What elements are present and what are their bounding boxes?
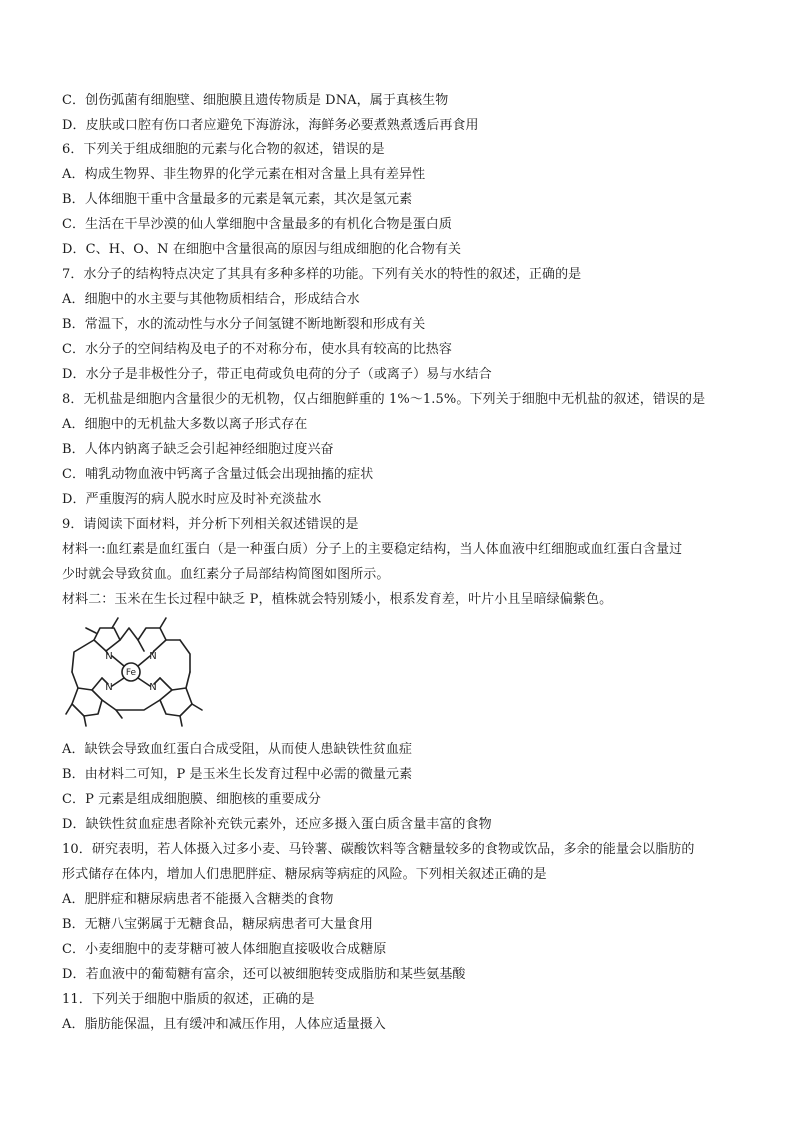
option-line: D．若血液中的葡萄糖有富余，还可以被细胞转变成脂肪和某些氨基酸 xyxy=(62,967,466,982)
option-line: D．C、H、O、N 在细胞中含量很高的原因与组成细胞的化合物有关 xyxy=(62,242,462,257)
option-line: C．生活在干旱沙漠的仙人掌细胞中含量最多的有机化合物是蛋白质 xyxy=(62,217,452,232)
nitrogen-atom-label: N xyxy=(105,682,113,693)
option-line: A．构成生物界、非生物界的化学元素在相对含量上具有差异性 xyxy=(62,167,426,182)
option-line: C．P 元素是组成细胞膜、细胞核的重要成分 xyxy=(62,792,321,807)
option-line: D．缺铁性贫血症患者除补充铁元素外，还应多摄入蛋白质含量丰富的食物 xyxy=(62,817,492,832)
question-stem: 7．水分子的结构特点决定了其具有多种多样的功能。下列有关水的特性的叙述，正确的是 xyxy=(62,267,582,282)
question-stem: 11．下列关于细胞中脂质的叙述，正确的是 xyxy=(62,992,315,1007)
option-line: A．细胞中的水主要与其他物质相结合，形成结合水 xyxy=(62,292,360,307)
question-stem: 形式储存在体内，增加人们患肥胖症、糖尿病等病症的风险。下列相关叙述正确的是 xyxy=(62,867,547,882)
option-line: D．严重腹泻的病人脱水时应及时补充淡盐水 xyxy=(62,492,322,507)
text-line: C．创伤弧菌有细胞壁、细胞膜且遗传物质是 DNA，属于真核生物 xyxy=(62,93,449,108)
option-line: B．常温下，水的流动性与水分子间氢键不断地断裂和形成有关 xyxy=(62,317,426,332)
nitrogen-atom-label: N xyxy=(105,651,113,662)
option-line: B．由材料二可知，P 是玉米生长发育过程中必需的微量元素 xyxy=(62,767,413,782)
option-line: A．脂肪能保温，且有缓冲和减压作用，人体应适量摄入 xyxy=(62,1017,386,1032)
nitrogen-atom-label: N xyxy=(149,651,157,662)
question-stem: 8．无机盐是细胞内含量很少的无机物，仅占细胞鲜重的 1%～1.5%。下列关于细胞中无机盐的叙述，错误的是 xyxy=(62,392,706,407)
material-text: 材料二：玉米在生长过程中缺乏 P，植株就会特别矮小，根系发育差，叶片小且呈暗绿偏紫色。 xyxy=(62,592,613,607)
option-line: A．缺铁会导致血红蛋白合成受阻，从而使人患缺铁性贫血症 xyxy=(62,742,413,757)
option-line: C．哺乳动物血液中钙离子含量过低会出现抽搐的症状 xyxy=(62,467,374,482)
option-line: B．无糖八宝粥属于无糖食品，糖尿病患者可大量食用 xyxy=(62,917,373,932)
question-stem: 9．请阅读下面材料，并分析下列相关叙述错误的是 xyxy=(62,517,359,532)
option-line: B．人体内钠离子缺乏会引起神经细胞过度兴奋 xyxy=(62,442,334,457)
option-line: A．细胞中的无机盐大多数以离子形式存在 xyxy=(62,417,308,432)
option-line: B．人体细胞干重中含量最多的元素是氧元素，其次是氢元素 xyxy=(62,192,413,207)
nitrogen-atom-label: N xyxy=(149,682,157,693)
option-line: A．肥胖症和糖尿病患者不能摄入含糖类的食物 xyxy=(62,892,334,907)
option-line: D．水分子是非极性分子，带正电荷或负电荷的分子（或离子）易与水结合 xyxy=(62,367,492,382)
option-line: C．水分子的空间结构及电子的不对称分布，使水具有较高的比热容 xyxy=(62,342,452,357)
question-stem: 10．研究表明，若人体摄入过多小麦、马铃薯、碳酸饮料等含糖量较多的食物或饮品，多余的能量会以脂肪的 xyxy=(62,842,695,857)
iron-atom-label: Fe xyxy=(125,668,137,678)
heme-structure-diagram xyxy=(62,614,210,730)
material-text: 材料一:血红素是血红蛋白（是一种蛋白质）分子上的主要稳定结构，当人体血液中红细胞或血红蛋白含量过 xyxy=(62,542,683,557)
question-stem: 6．下列关于组成细胞的元素与化合物的叙述，错误的是 xyxy=(62,142,385,157)
text-line: D．皮肤或口腔有伤口者应避免下海游泳，海鲜务必要煮熟煮透后再食用 xyxy=(62,118,479,133)
option-line: C．小麦细胞中的麦芽糖可被人体细胞直接吸收合成糖原 xyxy=(62,942,387,957)
material-text: 少时就会导致贫血。血红素分子局部结构简图如图所示。 xyxy=(62,567,390,582)
